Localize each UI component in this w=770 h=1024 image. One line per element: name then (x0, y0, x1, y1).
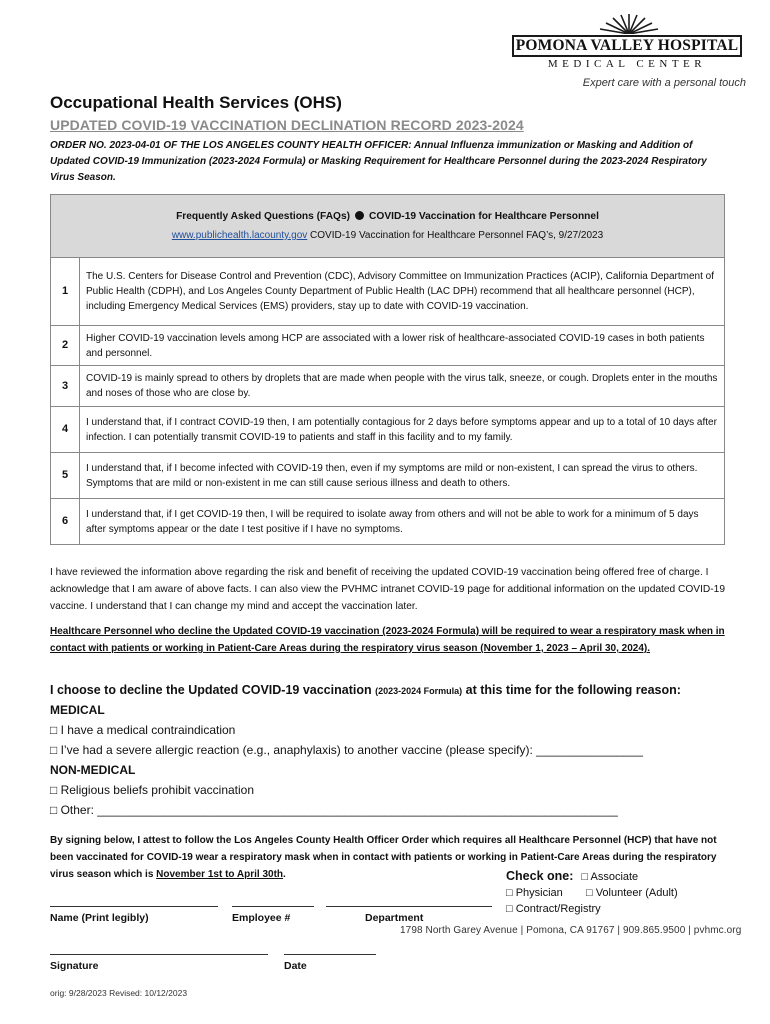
faq-link-description: COVID-19 Vaccination for Healthcare Personnel FAQ’s, 9/27/2023 (310, 230, 604, 241)
faq-number: 6 (51, 499, 80, 545)
reason-allergic-reaction-checkbox[interactable]: □ I’ve had a severe allergic reaction (e.g., anaphylaxis) to another vaccine (please specify): ________________ (50, 743, 643, 757)
form-subtitle: UPDATED COVID-19 VACCINATION DECLINATION RECORD 2023-2024 (50, 117, 524, 133)
bullet-icon (355, 211, 364, 220)
decline-statement-part2: at this time for the following reason: (465, 683, 681, 697)
signature-label: Signature (50, 960, 99, 972)
faq-number: 5 (51, 453, 80, 499)
volunteer-checkbox[interactable]: □ Volunteer (Adult) (586, 887, 678, 899)
reason-other-checkbox[interactable]: □ Other: ______________________________________________________________________________ (50, 803, 618, 817)
publichealth-link[interactable]: www.publichealth.lacounty.gov (171, 230, 308, 241)
table-row (51, 453, 725, 499)
date-label: Date (284, 960, 307, 972)
attestation-dates: November 1st to April 30th (156, 869, 284, 880)
table-row (51, 366, 725, 407)
page-title: Occupational Health Services (OHS) (50, 93, 342, 112)
faq-number: 2 (51, 326, 80, 366)
faq-text: I understand that, if I get COVID-19 then, I will be required to isolate away from others and will not be able to work for a minimum of 5 days after symptoms appear or the date I test positive if I have no symptoms. (80, 499, 725, 545)
table-row (51, 326, 725, 366)
hospital-logo (508, 12, 746, 94)
faq-heading-left: Frequently Asked Questions (FAQs) (176, 211, 351, 222)
table-row (51, 258, 725, 326)
check-one-label: Check one: (506, 869, 574, 883)
sunburst-logo-icon (594, 12, 664, 34)
associate-checkbox[interactable]: □ Associate (581, 871, 639, 883)
table-row (51, 407, 725, 453)
faq-heading-right: COVID-19 Vaccination for Healthcare Personnel (369, 211, 599, 222)
decline-statement-part1: I choose to decline the Updated COVID-19 vaccination (50, 683, 372, 697)
decline-reasons (50, 700, 643, 820)
nonmedical-header: NON-MEDICAL (50, 763, 136, 777)
name-label: Name (Print legibly) (50, 912, 149, 924)
logo-subtitle: MEDICAL CENTER (547, 58, 707, 70)
faq-text: I understand that, if I become infected with COVID-19 then, even if my symptoms are mild or non-existent, I can spread the virus to others. Symptoms that are mild or non-existent in me can still cause serious illness and death to others. (80, 453, 725, 499)
faq-text: I understand that, if I contract COVID-19 then, I am potentially contagious for 2 days before symptoms appear and up to a total of 10 days after infection. I can potentially transmit COVID-19 to patients and staff in this facility and to my family. (80, 407, 725, 453)
table-row (51, 499, 725, 545)
decline-statement (50, 681, 681, 701)
logo-hospital-name: POMONA VALLEY HOSPITAL (512, 35, 742, 57)
personnel-type (506, 868, 678, 917)
physician-checkbox[interactable]: □ Physician (506, 887, 563, 899)
faq-text: The U.S. Centers for Disease Control and Prevention (CDC), Advisory Committee on Immunization Practices (ACIP), California Department of Public Health (CDPH), and Los Angeles County Department of Public Health (LAC DPH) recommend that all healthcare personnel (HCP), including Emergency Medical Services (EMS) providers, stay up to date with COVID-19 vaccination. (80, 258, 725, 326)
employee-label: Employee # (232, 912, 291, 924)
acknowledgement-paragraph: I have reviewed the information above regarding the risk and benefit of receiving the updated COVID-19 vaccination being offered free of charge. I acknowledge that I am aware of above facts. I can also view the PVHMC intranet COVID-19 page for additional information on the updated COVID-19 vaccine. I understand that I can change my mind and accept the vaccination later. (50, 567, 726, 612)
attestation-end: . (283, 869, 286, 880)
employee-number-field[interactable] (232, 906, 314, 907)
logo-tagline: Expert care with a personal touch (582, 77, 746, 89)
signature-field[interactable] (50, 954, 268, 955)
faq-heading (51, 195, 725, 258)
medical-header: MEDICAL (50, 703, 105, 717)
name-field[interactable] (50, 906, 218, 907)
hospital-address: 1798 North Garey Avenue | Pomona, CA 91767 | 909.865.9500 | pvhmc.org (400, 925, 742, 936)
order-text: ORDER NO. 2023-04-01 OF THE LOS ANGELES COUNTY HEALTH OFFICER: Annual Influenza immunization or Masking and Addition of Updated COVID-19 Immunization (2023-2024 Formula) or Masking Requirement for Healthcare Personnel during the 2023-2024 Respiratory Virus Season. (50, 140, 707, 183)
decline-statement-formula: (2023-2024 Formula) (375, 686, 463, 696)
faq-number: 4 (51, 407, 80, 453)
mask-requirement-notice: Healthcare Personnel who decline the Updated COVID-19 vaccination (2023-2024 Formula) will be required to wear a respiratory mask when in contact with patients or working in Patient-Care Areas during the respiratory virus season (November 1, 2023 – April 30, 2024). (50, 626, 725, 654)
department-label: Department (365, 912, 424, 924)
faq-number: 1 (51, 258, 80, 326)
faq-table (50, 194, 725, 545)
reason-medical-contraindication-checkbox[interactable]: □ I have a medical contraindication (50, 723, 236, 737)
contract-registry-checkbox[interactable]: □ Contract/Registry (506, 903, 601, 915)
department-field[interactable] (326, 906, 492, 907)
faq-text: COVID-19 is mainly spread to others by droplets that are made when people with the virus talk, sneeze, or cough. Droplets enter in the mouths and noses of those who are close by. (80, 366, 725, 407)
faq-number: 3 (51, 366, 80, 407)
faq-text: Higher COVID-19 vaccination levels among HCP are associated with a lower risk of healthcare-associated COVID-19 cases in both patients and personnel. (80, 326, 725, 366)
attestation-body: By signing below, I attest to follow the Los Angeles County Health Officer Order which requires all Healthcare Personnel (HCP) that have not been vaccinated for COVID-19 wear a respiratory mask when in contact with patients or working in Patient-Care Areas during the respiratory virus season which is (50, 835, 717, 880)
date-field[interactable] (284, 954, 376, 955)
reason-religious-checkbox[interactable]: □ Religious beliefs prohibit vaccination (50, 783, 255, 797)
revision-note: orig: 9/28/2023 Revised: 10/12/2023 (50, 988, 188, 998)
